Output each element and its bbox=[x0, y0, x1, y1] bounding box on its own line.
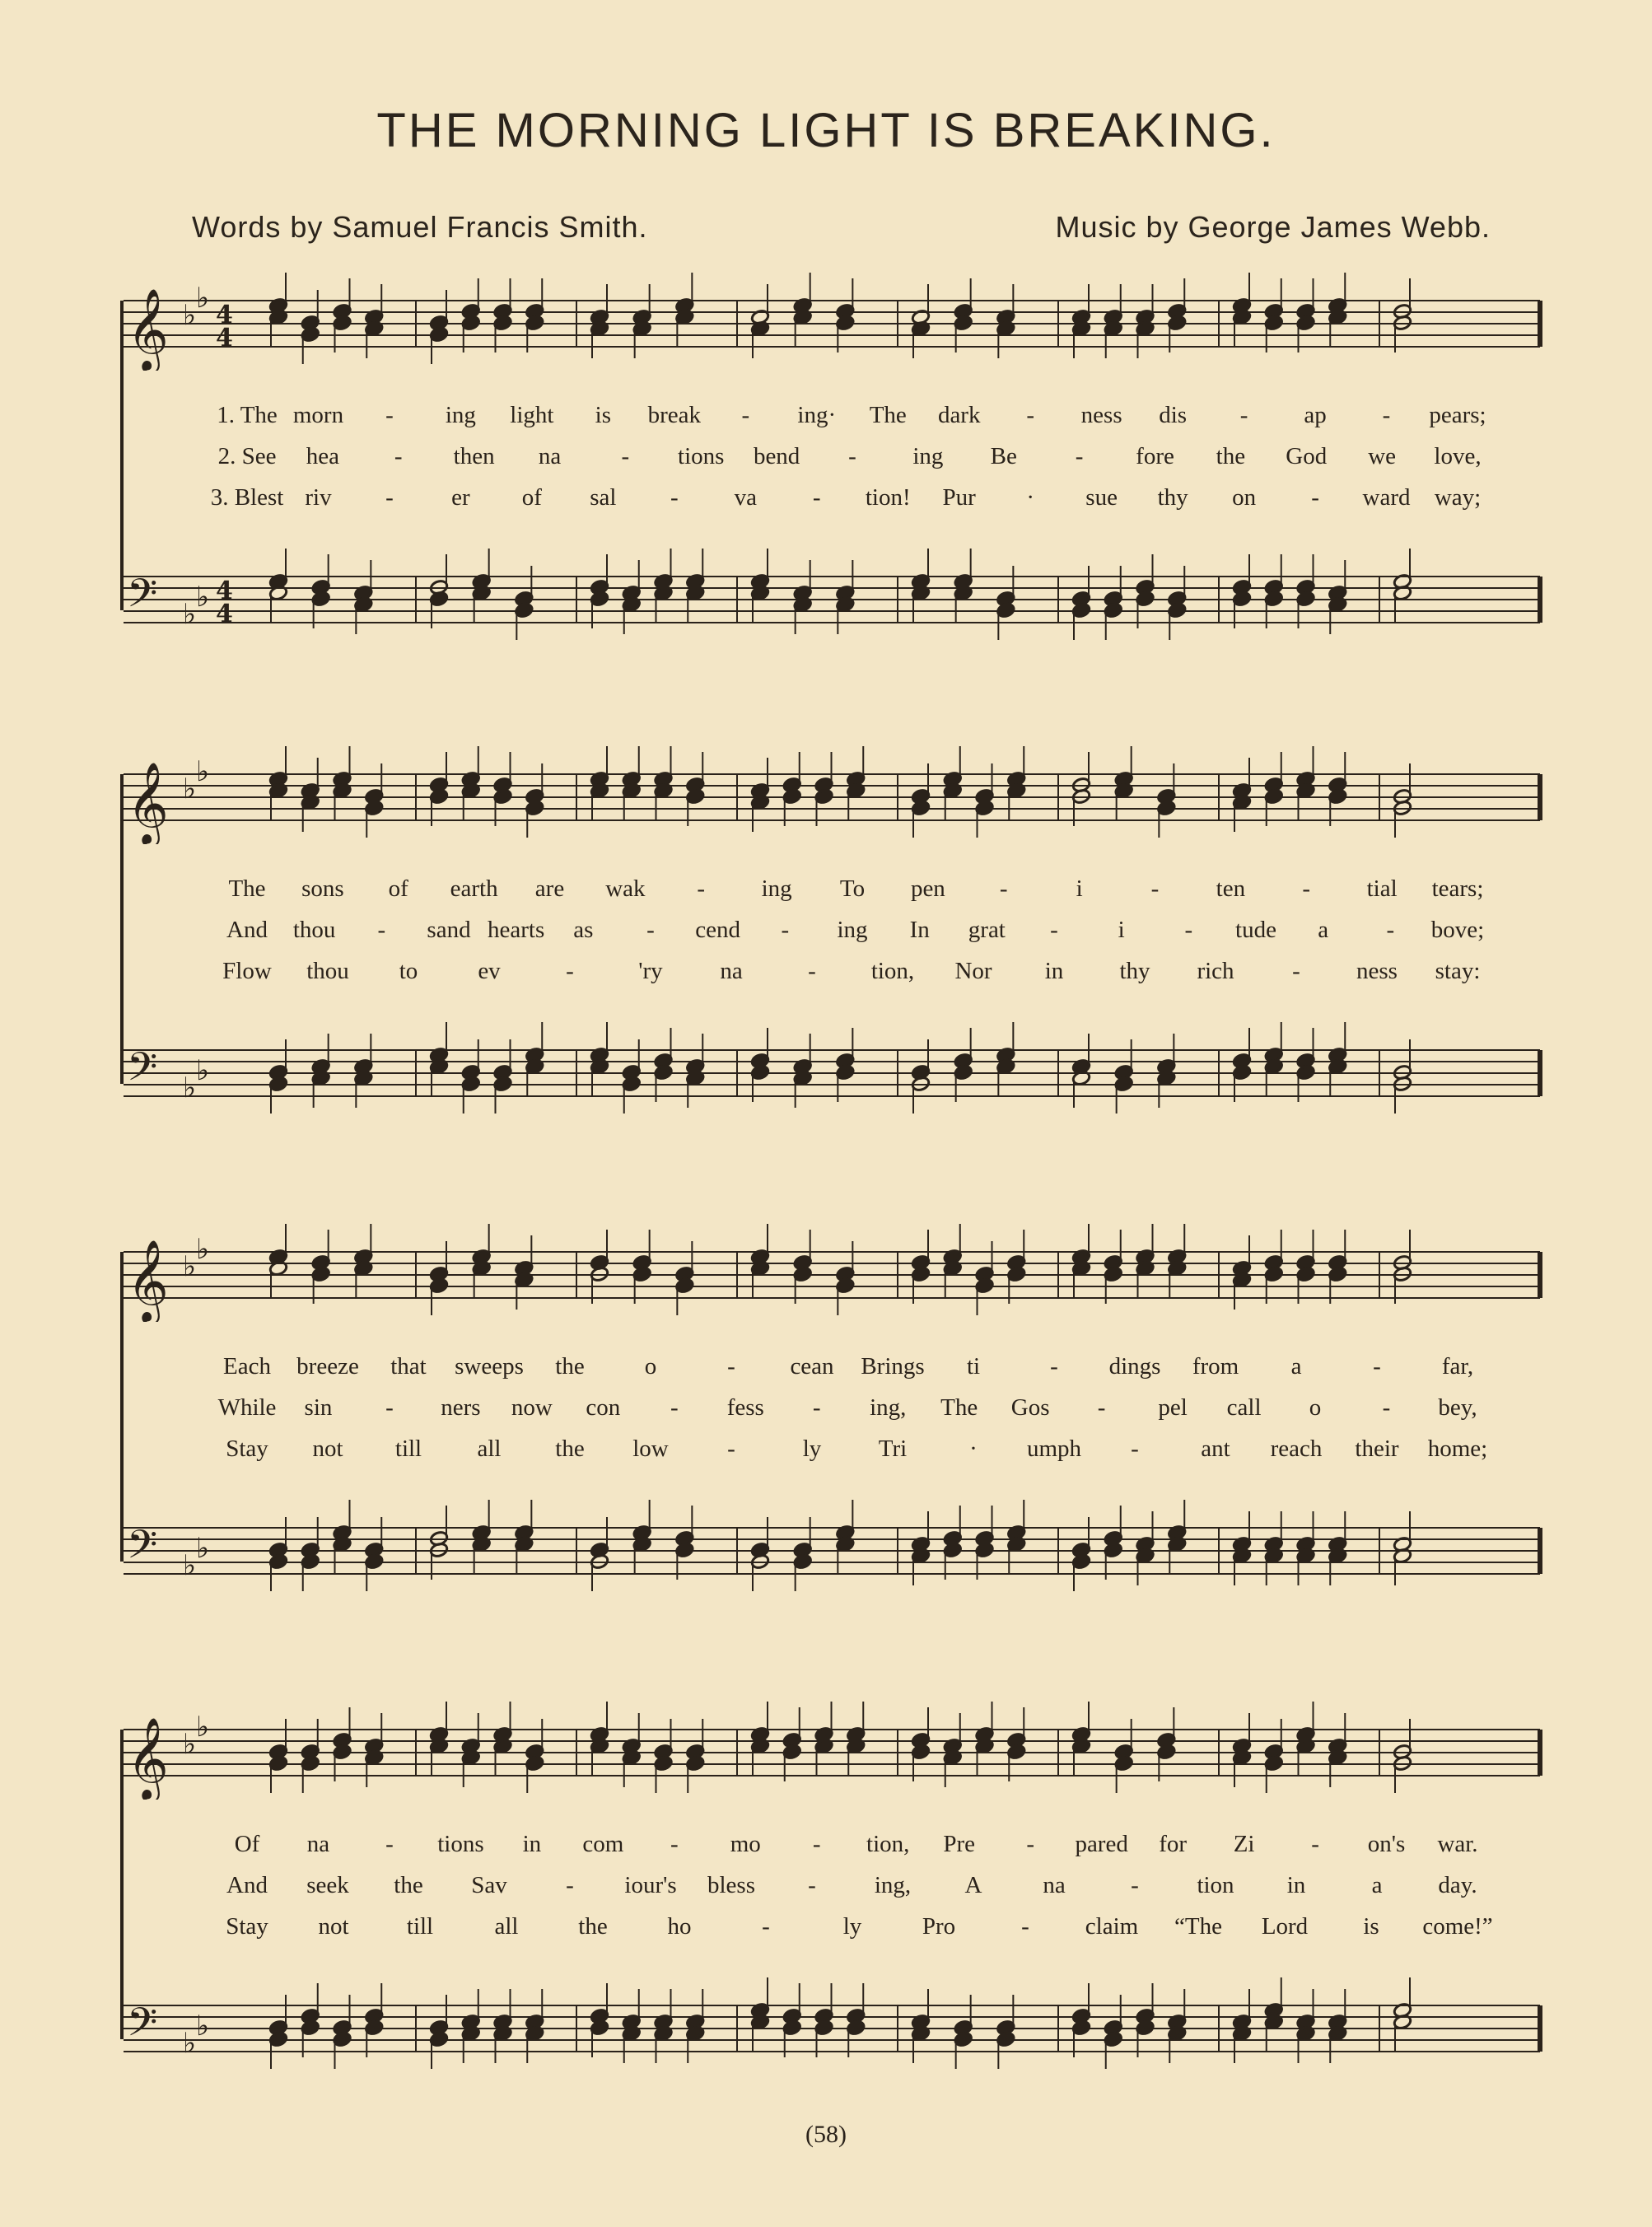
music-system-2 bbox=[0, 737, 1652, 1124]
lyric-syllable: va bbox=[734, 484, 757, 511]
treble-clef-icon: 𝄞 bbox=[127, 762, 169, 844]
lyric-syllable: - bbox=[385, 484, 394, 511]
lyric-syllable: In bbox=[909, 917, 930, 943]
treble-staff bbox=[0, 737, 1652, 844]
lyric-syllable: ho bbox=[667, 1913, 692, 1940]
lyric-syllable: sue bbox=[1085, 484, 1118, 511]
lyric-syllable: the bbox=[394, 1872, 423, 1898]
lyric-syllable: cean bbox=[790, 1353, 834, 1380]
lyric-syllable: “The bbox=[1174, 1913, 1222, 1940]
lyric-syllable: Flow bbox=[222, 958, 272, 984]
lyric-syllable: call bbox=[1226, 1394, 1262, 1421]
lyric-syllable: - bbox=[566, 958, 574, 984]
lyric-syllable: is bbox=[1363, 1913, 1379, 1940]
lyric-syllable: iour's bbox=[624, 1872, 677, 1898]
lyric-syllable: Tri bbox=[878, 1436, 908, 1462]
lyric-syllable: - bbox=[1382, 1394, 1391, 1421]
treble-staff bbox=[0, 264, 1652, 371]
lyric-syllable: Brings bbox=[861, 1353, 925, 1380]
lyric-syllable: far, bbox=[1441, 1353, 1474, 1380]
key-flat-icon: ♭ bbox=[183, 1071, 197, 1104]
lyric-syllable: ly bbox=[802, 1436, 822, 1462]
bass-staff bbox=[0, 1968, 1652, 2075]
lyric-syllable: love, bbox=[1434, 443, 1482, 469]
lyric-syllable: ing bbox=[837, 917, 868, 943]
lyric-syllable: Lord bbox=[1261, 1913, 1309, 1940]
lyric-syllable: · bbox=[1026, 484, 1035, 511]
treble-clef-icon: 𝄞 bbox=[127, 1240, 169, 1322]
lyric-syllable: 2. See bbox=[217, 443, 277, 469]
lyric-syllable: Nor bbox=[954, 958, 992, 984]
lyric-syllable: - bbox=[1021, 1913, 1029, 1940]
lyric-syllable: in bbox=[1286, 1872, 1306, 1898]
lyric-syllable: - bbox=[1292, 958, 1300, 984]
treble-staff bbox=[0, 1215, 1652, 1322]
lyric-verse-3 bbox=[0, 958, 1652, 991]
lyric-syllable: bless bbox=[707, 1872, 755, 1898]
lyric-syllable: Gos bbox=[1010, 1394, 1050, 1421]
lyric-syllable: stay: bbox=[1435, 958, 1481, 984]
lyric-syllable: - bbox=[1302, 875, 1311, 902]
key-flat-icon: ♭ bbox=[196, 2010, 210, 2043]
lyric-syllable: sons bbox=[301, 875, 344, 902]
lyric-syllable: thy bbox=[1119, 958, 1150, 984]
lyric-syllable: - bbox=[385, 1394, 394, 1421]
time-signature-digit: 4 bbox=[216, 301, 233, 329]
lyric-syllable: na bbox=[1043, 1872, 1066, 1898]
time-signature-digit: 4 bbox=[216, 577, 233, 605]
lyric-verse-3 bbox=[0, 1436, 1652, 1468]
lyric-syllable: Be bbox=[990, 443, 1017, 469]
lyric-syllable: - bbox=[781, 917, 790, 943]
lyric-syllable: er bbox=[451, 484, 470, 511]
lyric-syllable: Pro bbox=[922, 1913, 956, 1940]
lyric-syllable: the bbox=[555, 1436, 585, 1462]
lyric-syllable: break bbox=[647, 402, 702, 428]
music-system-3 bbox=[0, 1215, 1652, 1602]
lyric-syllable: - bbox=[808, 1872, 816, 1898]
lyric-verse-1 bbox=[0, 1831, 1652, 1864]
key-flat-icon: ♭ bbox=[183, 1728, 197, 1761]
lyric-syllable: - bbox=[1239, 402, 1248, 428]
key-flat-icon: ♭ bbox=[183, 1250, 197, 1283]
lyric-syllable: ing bbox=[445, 402, 476, 428]
lyric-syllable: dings bbox=[1108, 1353, 1161, 1380]
lyric-syllable: on bbox=[1232, 484, 1257, 511]
lyric-syllable: ing, bbox=[870, 1394, 907, 1421]
lyric-verse-2 bbox=[0, 917, 1652, 950]
lyric-syllable: earth bbox=[450, 875, 498, 902]
lyric-syllable: ing bbox=[761, 875, 792, 902]
bass-clef-icon: 𝄢 bbox=[127, 570, 158, 626]
lyric-syllable: ners bbox=[441, 1394, 481, 1421]
lyric-syllable: - bbox=[1382, 402, 1391, 428]
lyric-syllable: come!” bbox=[1422, 1913, 1493, 1940]
lyric-syllable: com bbox=[582, 1831, 624, 1857]
lyric-syllable: way; bbox=[1434, 484, 1482, 511]
lyric-syllable: day. bbox=[1438, 1872, 1477, 1898]
bass-staff bbox=[0, 1013, 1652, 1120]
lyric-syllable: ten bbox=[1216, 875, 1246, 902]
lyric-syllable: - bbox=[762, 1913, 770, 1940]
lyric-syllable: To bbox=[839, 875, 866, 902]
lyric-verse-3 bbox=[0, 484, 1652, 517]
lyric-syllable: the bbox=[1216, 443, 1246, 469]
lyric-syllable: all bbox=[494, 1913, 519, 1940]
lyric-syllable: - bbox=[812, 484, 821, 511]
key-flat-icon: ♭ bbox=[196, 1711, 210, 1744]
lyric-syllable: not bbox=[312, 1436, 343, 1462]
lyric-syllable: we bbox=[1368, 443, 1397, 469]
lyric-syllable: ness bbox=[1080, 402, 1122, 428]
lyric-syllable: ing bbox=[912, 443, 944, 469]
lyric-syllable: on's bbox=[1367, 1831, 1406, 1857]
lyric-verse-2 bbox=[0, 1394, 1652, 1427]
lyric-syllable: of bbox=[521, 484, 542, 511]
lyric-syllable: tion bbox=[1197, 1872, 1234, 1898]
lyric-syllable: till bbox=[406, 1913, 434, 1940]
lyric-syllable: - bbox=[727, 1353, 735, 1380]
lyric-syllable: ant bbox=[1201, 1436, 1230, 1462]
lyric-syllable: - bbox=[727, 1436, 735, 1462]
lyric-syllable: tion, bbox=[870, 958, 915, 984]
lyric-syllable: reach bbox=[1270, 1436, 1323, 1462]
lyric-syllable: A bbox=[964, 1872, 982, 1898]
lyric-syllable: i bbox=[1076, 875, 1083, 902]
key-flat-icon: ♭ bbox=[196, 1233, 210, 1266]
lyric-syllable: thou bbox=[292, 917, 336, 943]
lyric-syllable: their bbox=[1355, 1436, 1399, 1462]
lyric-syllable: then bbox=[453, 443, 495, 469]
lyric-syllable: tial bbox=[1366, 875, 1398, 902]
lyric-syllable: sin bbox=[304, 1394, 333, 1421]
lyric-syllable: fore bbox=[1136, 443, 1174, 469]
lyric-syllable: And bbox=[226, 917, 268, 943]
lyric-syllable: not bbox=[318, 1913, 349, 1940]
lyric-syllable: bend bbox=[753, 443, 800, 469]
lyric-syllable: dis bbox=[1159, 402, 1188, 428]
lyric-syllable: to bbox=[399, 958, 418, 984]
lyric-syllable: as bbox=[573, 917, 594, 943]
lyric-syllable: - bbox=[670, 1831, 679, 1857]
lyric-syllable: - bbox=[1026, 402, 1035, 428]
lyric-syllable: the bbox=[578, 1913, 608, 1940]
lyric-syllable: bey, bbox=[1438, 1394, 1477, 1421]
bass-staff bbox=[0, 539, 1652, 647]
lyric-syllable: that bbox=[390, 1353, 427, 1380]
treble-clef-icon: 𝄞 bbox=[127, 1717, 169, 1800]
lyric-syllable: Of bbox=[234, 1831, 260, 1857]
bass-clef-icon: 𝄢 bbox=[127, 1043, 158, 1099]
lyric-syllable: - bbox=[1184, 917, 1193, 943]
lyric-syllable: And bbox=[226, 1872, 268, 1898]
lyric-syllable: light bbox=[510, 402, 554, 428]
lyric-syllable: Stay bbox=[226, 1436, 268, 1462]
lyric-syllable: - bbox=[1131, 1872, 1139, 1898]
lyric-syllable: - bbox=[621, 443, 630, 469]
key-flat-icon: ♭ bbox=[196, 1532, 210, 1565]
key-flat-icon: ♭ bbox=[183, 598, 197, 631]
lyric-syllable: thy bbox=[1157, 484, 1188, 511]
lyric-syllable: war. bbox=[1437, 1831, 1478, 1857]
lyric-syllable: tude bbox=[1235, 917, 1276, 943]
lyric-syllable: are bbox=[534, 875, 565, 902]
page-title: THE MORNING LIGHT IS BREAKING. bbox=[376, 104, 1276, 157]
key-flat-icon: ♭ bbox=[196, 1054, 210, 1087]
lyric-syllable: now bbox=[511, 1394, 553, 1421]
key-flat-icon: ♭ bbox=[196, 755, 210, 788]
lyric-syllable: hea bbox=[306, 443, 339, 469]
lyric-syllable: grat bbox=[968, 917, 1006, 943]
words-credit: Words by Samuel Francis Smith. bbox=[192, 210, 648, 244]
lyric-syllable: a bbox=[1290, 1353, 1302, 1380]
music-credit: Music by George James Webb. bbox=[1055, 210, 1491, 244]
lyric-syllable: na bbox=[720, 958, 743, 984]
lyric-syllable: claim bbox=[1085, 1913, 1139, 1940]
lyric-syllable: dark bbox=[937, 402, 981, 428]
lyric-syllable: wak bbox=[605, 875, 646, 902]
lyric-syllable: ing, bbox=[874, 1872, 912, 1898]
lyric-syllable: seek bbox=[306, 1872, 349, 1898]
key-flat-icon: ♭ bbox=[196, 282, 210, 315]
lyric-syllable: - bbox=[1150, 875, 1160, 902]
lyric-syllable: low bbox=[632, 1436, 669, 1462]
lyric-syllable: ing· bbox=[797, 402, 837, 428]
lyric-syllable: pen bbox=[910, 875, 945, 902]
lyric-syllable: bove; bbox=[1430, 917, 1485, 943]
lyric-syllable: The bbox=[228, 875, 266, 902]
lyric-syllable: is bbox=[595, 402, 612, 428]
lyric-syllable: ward bbox=[1362, 484, 1411, 511]
lyric-verse-1 bbox=[0, 875, 1652, 908]
lyric-verse-2 bbox=[0, 443, 1652, 476]
time-signature-digit: 4 bbox=[216, 600, 233, 628]
key-flat-icon: ♭ bbox=[183, 773, 197, 805]
lyric-syllable: ly bbox=[842, 1913, 862, 1940]
lyric-syllable: mo bbox=[730, 1831, 761, 1857]
lyric-syllable: ti bbox=[966, 1353, 981, 1380]
lyric-syllable: tions bbox=[437, 1831, 484, 1857]
key-flat-icon: ♭ bbox=[183, 299, 197, 332]
lyric-syllable: morn bbox=[292, 402, 344, 428]
lyric-syllable: in bbox=[1044, 958, 1064, 984]
lyric-syllable: hearts bbox=[488, 917, 545, 943]
lyric-syllable: - bbox=[1026, 1831, 1035, 1857]
page-number: (58) bbox=[805, 2121, 847, 2148]
bass-clef-icon: 𝄢 bbox=[127, 1521, 158, 1577]
lyric-syllable: thou bbox=[306, 958, 349, 984]
lyric-syllable: - bbox=[812, 1831, 821, 1857]
lyric-syllable: pel bbox=[1158, 1394, 1188, 1421]
lyric-syllable: o bbox=[644, 1353, 657, 1380]
lyric-syllable: - bbox=[741, 402, 750, 428]
lyric-syllable: - bbox=[1050, 917, 1058, 943]
lyric-syllable: Sav bbox=[471, 1872, 507, 1898]
lyric-syllable: sweeps bbox=[455, 1353, 524, 1380]
lyric-syllable: - bbox=[670, 1394, 679, 1421]
lyric-syllable: - bbox=[999, 875, 1008, 902]
lyric-syllable: - bbox=[385, 1831, 394, 1857]
lyric-syllable: - bbox=[1097, 1394, 1106, 1421]
lyric-syllable: - bbox=[848, 443, 856, 469]
lyric-syllable: The bbox=[869, 402, 907, 428]
lyric-verse-1 bbox=[0, 402, 1652, 435]
lyric-syllable: breeze bbox=[296, 1353, 359, 1380]
lyric-syllable: - bbox=[808, 958, 816, 984]
lyric-syllable: o bbox=[1309, 1394, 1322, 1421]
lyric-syllable: God bbox=[1286, 443, 1328, 469]
lyric-syllable: from bbox=[1192, 1353, 1239, 1380]
bass-clef-icon: 𝄢 bbox=[127, 1999, 158, 2055]
lyric-syllable: - bbox=[566, 1872, 574, 1898]
lyric-syllable: ev bbox=[478, 958, 501, 984]
lyric-syllable: Stay bbox=[226, 1913, 268, 1940]
key-flat-icon: ♭ bbox=[183, 1549, 197, 1582]
lyric-syllable: - bbox=[1311, 1831, 1319, 1857]
lyric-syllable: - bbox=[1386, 917, 1395, 943]
lyric-syllable: in bbox=[522, 1831, 542, 1857]
lyric-syllable: the bbox=[555, 1353, 585, 1380]
lyric-syllable: tears; bbox=[1431, 875, 1484, 902]
lyric-syllable: na bbox=[538, 443, 562, 469]
lyric-syllable: tion, bbox=[866, 1831, 910, 1857]
lyric-syllable: of bbox=[388, 875, 408, 902]
lyric-syllable: - bbox=[697, 875, 706, 902]
lyric-syllable: - bbox=[1050, 1353, 1058, 1380]
lyric-syllable: for bbox=[1159, 1831, 1188, 1857]
lyric-syllable: rich bbox=[1197, 958, 1234, 984]
lyric-syllable: na bbox=[306, 1831, 330, 1857]
treble-clef-icon: 𝄞 bbox=[127, 288, 169, 371]
lyric-verse-2 bbox=[0, 1872, 1652, 1905]
lyric-syllable: Zi bbox=[1233, 1831, 1255, 1857]
lyric-syllable: a bbox=[1318, 917, 1329, 943]
lyric-syllable: a bbox=[1371, 1872, 1383, 1898]
lyric-syllable: riv bbox=[305, 484, 332, 511]
lyric-syllable: ap bbox=[1304, 402, 1327, 428]
lyric-syllable: Each bbox=[223, 1353, 271, 1380]
lyric-syllable: - bbox=[812, 1394, 821, 1421]
lyric-syllable: - bbox=[1373, 1353, 1381, 1380]
lyric-syllable: The bbox=[940, 1394, 978, 1421]
lyric-syllable: - bbox=[385, 402, 394, 428]
lyric-syllable: ness bbox=[1356, 958, 1398, 984]
lyric-syllable: con bbox=[586, 1394, 621, 1421]
lyric-syllable: i bbox=[1118, 917, 1125, 943]
lyric-syllable: fess bbox=[726, 1394, 764, 1421]
lyric-syllable: - bbox=[394, 443, 403, 469]
key-flat-icon: ♭ bbox=[196, 581, 210, 614]
lyric-syllable: umph bbox=[1026, 1436, 1082, 1462]
lyric-syllable: tions bbox=[678, 443, 725, 469]
lyric-syllable: - bbox=[377, 917, 386, 943]
lyric-syllable: 'ry bbox=[638, 958, 663, 984]
key-flat-icon: ♭ bbox=[183, 2027, 197, 2060]
music-system-1 bbox=[0, 264, 1652, 651]
lyric-syllable: - bbox=[1311, 484, 1319, 511]
bass-staff bbox=[0, 1491, 1652, 1598]
lyric-syllable: all bbox=[477, 1436, 502, 1462]
lyric-syllable: cend bbox=[695, 917, 741, 943]
lyric-syllable: · bbox=[969, 1436, 978, 1462]
lyric-syllable: - bbox=[646, 917, 655, 943]
lyric-syllable: 3. Blest bbox=[210, 484, 284, 511]
lyric-syllable: pared bbox=[1075, 1831, 1128, 1857]
lyric-syllable: till bbox=[394, 1436, 422, 1462]
lyric-syllable: 1. The bbox=[217, 402, 278, 428]
lyric-syllable: Pre bbox=[943, 1831, 976, 1857]
lyric-syllable: sal bbox=[590, 484, 617, 511]
lyric-syllable: - bbox=[670, 484, 679, 511]
lyric-verse-3 bbox=[0, 1913, 1652, 1946]
treble-staff bbox=[0, 1692, 1652, 1800]
lyric-syllable: - bbox=[1075, 443, 1084, 469]
lyric-syllable: - bbox=[1131, 1436, 1139, 1462]
music-system-4 bbox=[0, 1692, 1652, 2080]
time-signature-digit: 4 bbox=[216, 324, 233, 352]
lyric-verse-1 bbox=[0, 1353, 1652, 1386]
lyric-syllable: tion! bbox=[865, 484, 911, 511]
lyric-syllable: While bbox=[217, 1394, 277, 1421]
lyric-syllable: home; bbox=[1427, 1436, 1488, 1462]
lyric-syllable: sand bbox=[427, 917, 471, 943]
lyric-syllable: pears; bbox=[1429, 402, 1486, 428]
lyric-syllable: Pur bbox=[942, 484, 976, 511]
